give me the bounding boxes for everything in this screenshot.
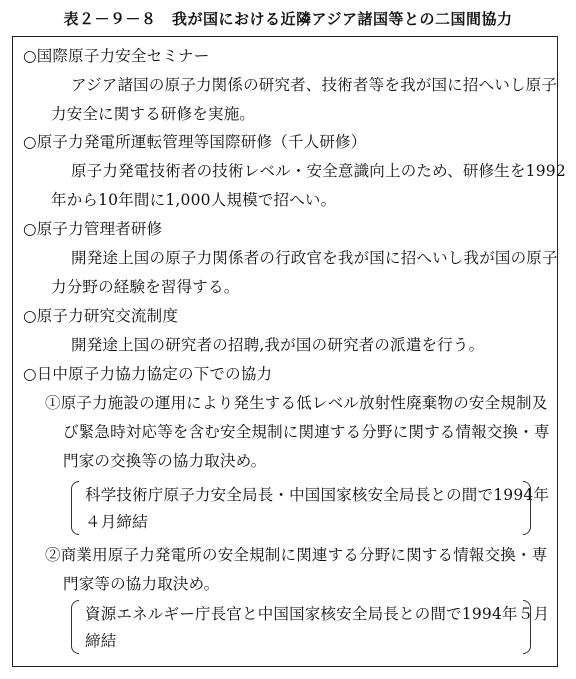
table-title: 表２－９－８ 我が国における近隣アジア諸国等との二国間協力 [63, 10, 513, 28]
agreement-note-line: 資源エネルギー庁長官と中国国家核安全局長との間で1994年５月 [85, 605, 550, 623]
right-bracket [523, 481, 531, 535]
section-body-line: 力安全に関する研修を実施。 [51, 105, 256, 123]
content-frame [12, 36, 566, 667]
section-heading-plant-operation-training: ○原子力発電所運転管理等国際研修（千人研修） [23, 133, 367, 151]
agreement-item-line: ①原子力施設の運用により発生する低レベル放射性廃棄物の安全規制及 [45, 394, 548, 412]
section-body-line: アジア諸国の原子力関係の研究者、技術者等を我が国に招へいし原子 [71, 76, 558, 94]
agreement-item-line: び緊急時対応等を含む安全規制に関連する分野に関する情報交換・専 [63, 423, 550, 441]
section-body-line: 力分野の経験を習得する。 [51, 278, 240, 296]
section-heading-research-exchange: ○原子力研究交流制度 [23, 307, 179, 325]
right-bracket [523, 600, 531, 654]
agreement-note-line: 締結 [85, 632, 117, 650]
section-heading-administrator-training: ○原子力管理者研修 [23, 220, 163, 238]
section-heading-japan-china-agreement: ○日中原子力協力協定の下での協力 [23, 365, 273, 383]
left-bracket [71, 600, 79, 654]
section-body-line: 開発途上国の研究者の招聘,我が国の研究者の派遣を行う。 [71, 336, 485, 354]
agreement-item-line: 門家の交換等の協力取決め。 [63, 452, 267, 470]
agreement-note-line: 科学技術庁原子力安全局長・中国国家核安全局長との間で1994年 [85, 486, 550, 504]
section-body-line: 原子力発電技術者の技術レベル・安全意識向上のため、研修生を1992 [71, 162, 566, 180]
left-bracket [71, 481, 79, 535]
agreement-item-line: 門家等の協力取決め。 [63, 575, 220, 593]
agreement-note-line: ４月締結 [85, 513, 148, 531]
section-body-line: 開発途上国の原子力関係者の行政官を我が国に招へいし我が国の原子 [71, 249, 558, 267]
agreement-item-line: ②商業用原子力発電所の安全規制に関連する分野に関する情報交換・専 [45, 546, 548, 564]
section-body-line: 年から10年間に1,000人規模で招へい。 [51, 191, 337, 209]
section-heading-international-safety-seminar: ○国際原子力安全セミナー [23, 47, 210, 65]
